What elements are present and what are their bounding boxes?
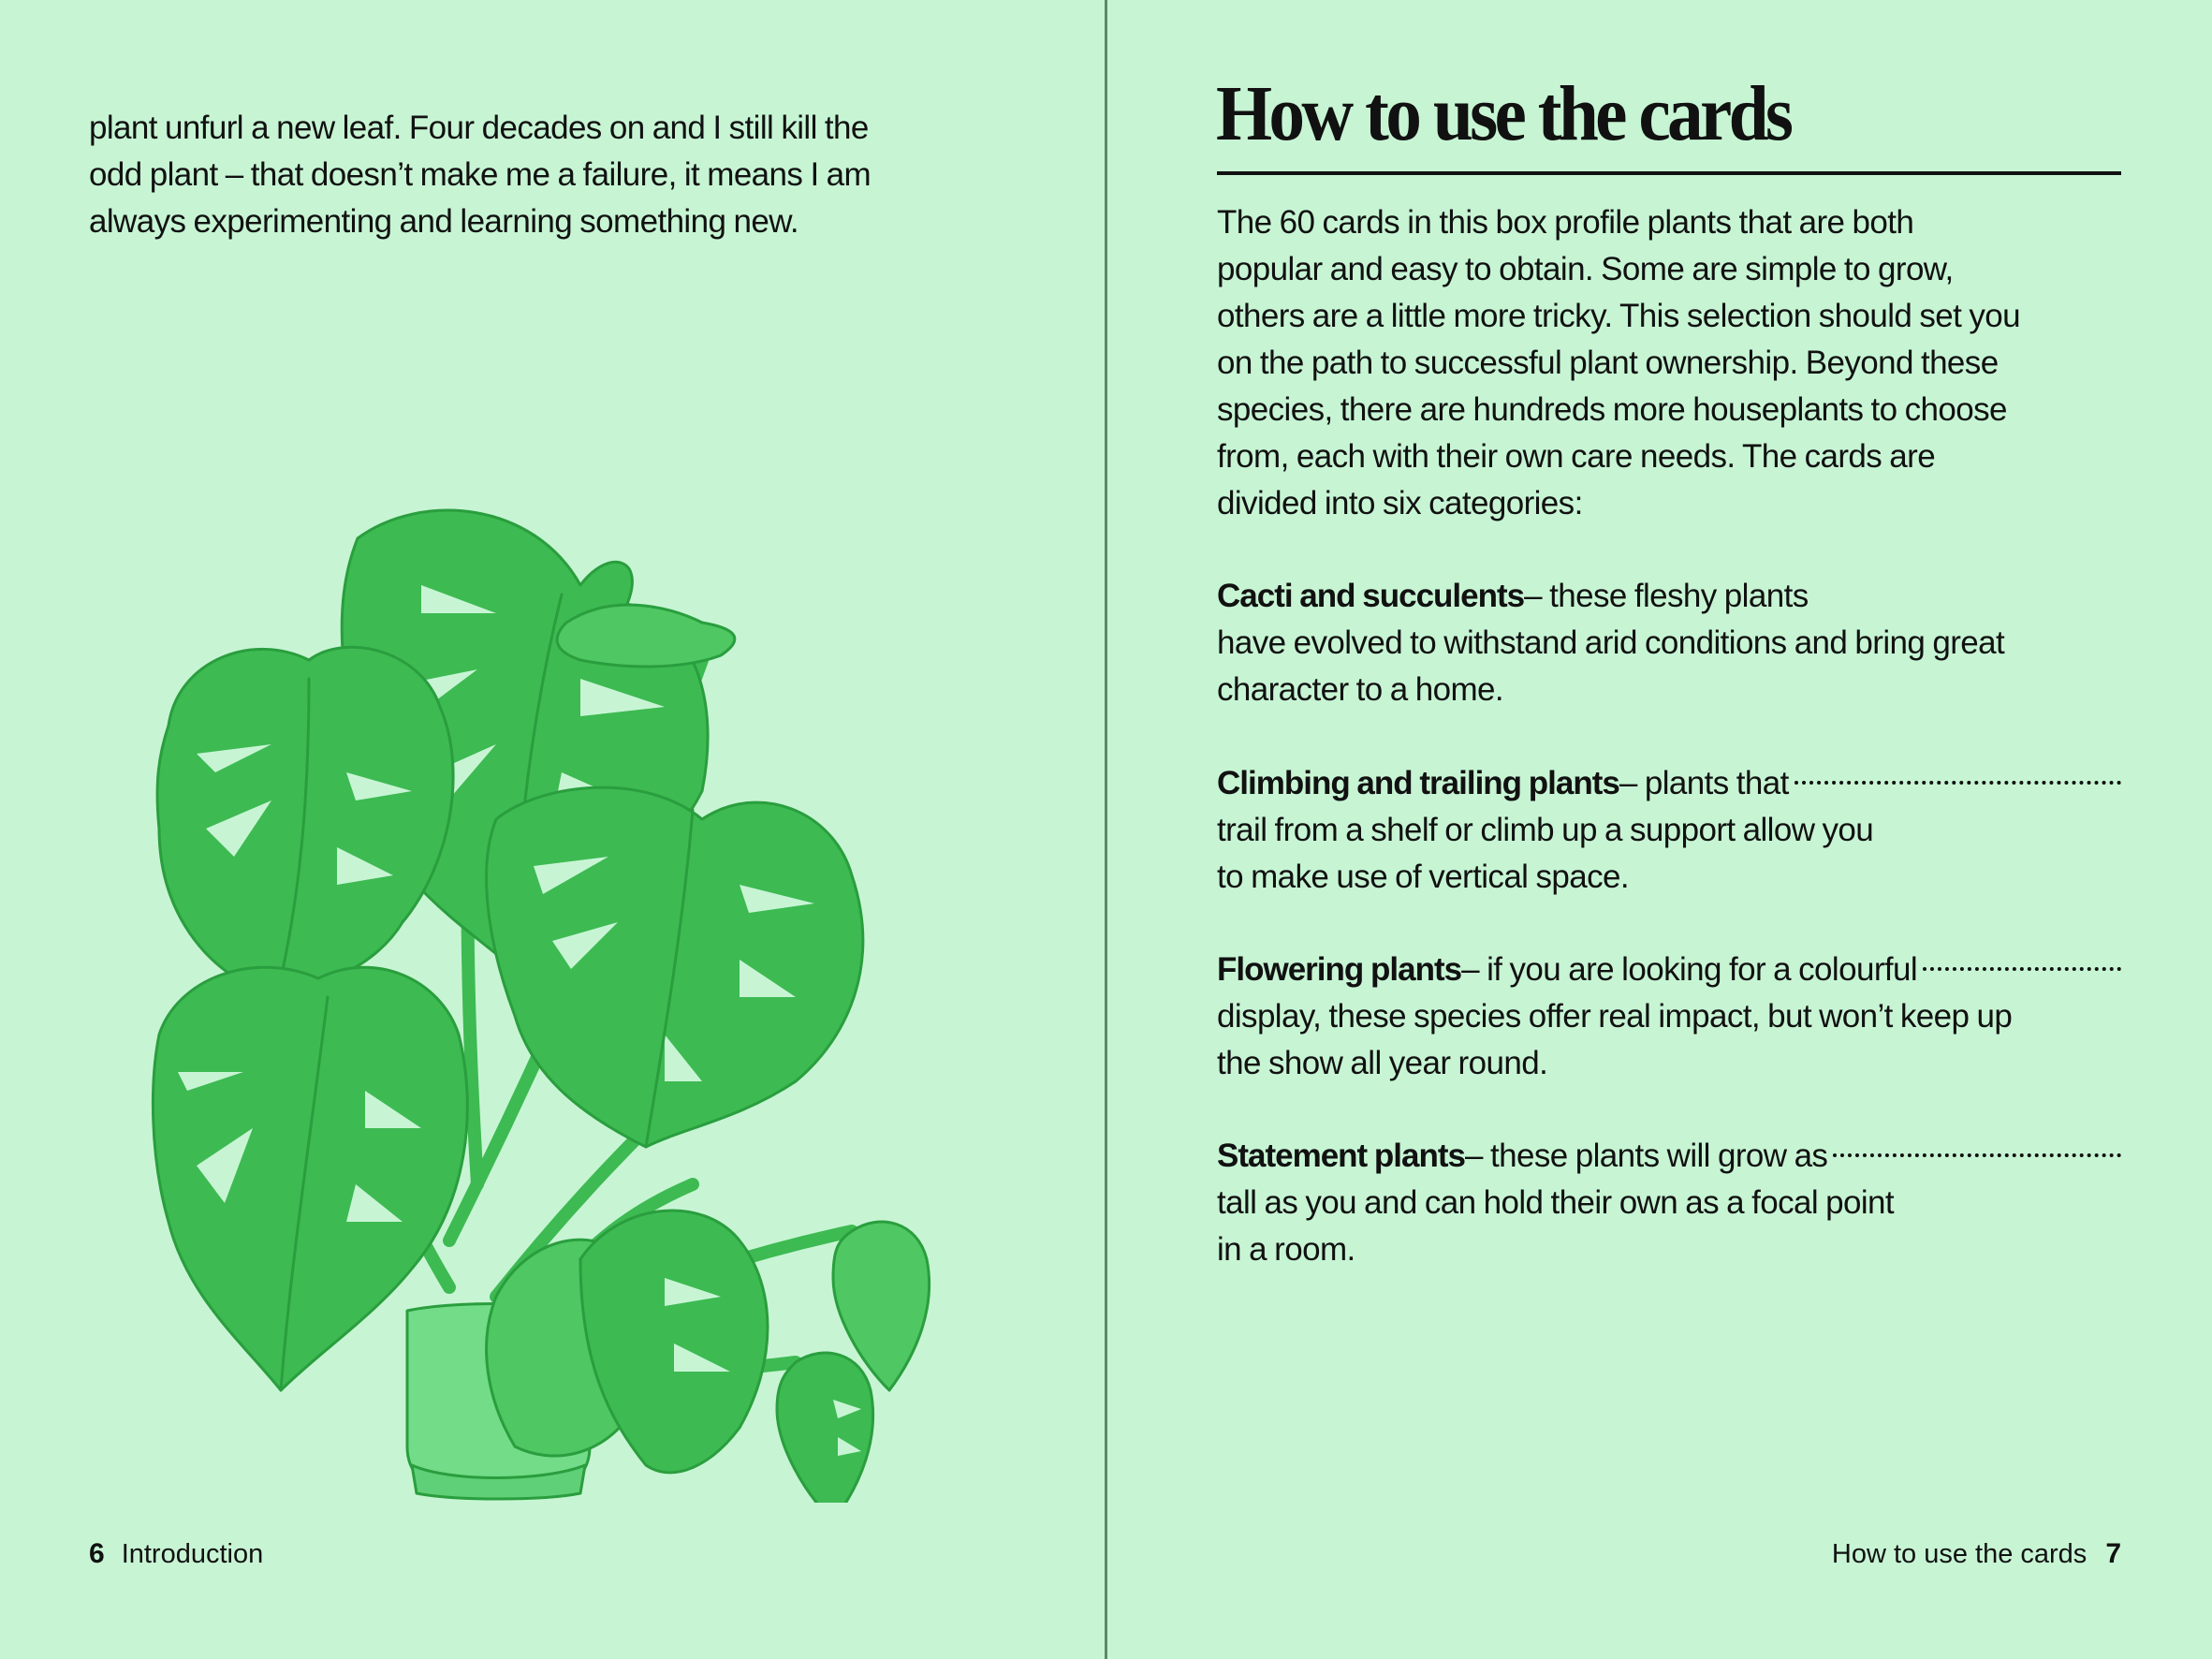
body-line: others are a little more tricky. This selection should set you <box>1217 298 2021 334</box>
monstera-plant-illustration <box>140 473 983 1503</box>
category-statement-plants <box>1217 1133 2121 1273</box>
page-footer-left <box>89 1535 263 1573</box>
category-text-line: display, these species offer real impact, but won’t keep up <box>1217 998 2013 1035</box>
category-first-line: – if you are looking for a colourful <box>1461 951 1918 988</box>
category-text-line: in a room. <box>1217 1231 1355 1268</box>
title-rule <box>1217 171 2121 175</box>
body-line: divided into six categories: <box>1217 485 1583 521</box>
category-name: Statement plants <box>1217 1138 1465 1174</box>
body-line: always experimenting and learning something new. <box>89 203 799 240</box>
body-line: The 60 cards in this box profile plants that are both <box>1217 204 1914 241</box>
category-first-line: – plants that <box>1619 765 1789 801</box>
right-page <box>1107 0 2212 1659</box>
body-line: odd plant – that doesn’t make me a failure, it means I am <box>89 156 872 193</box>
category-cacti-and-succulents <box>1217 573 2121 713</box>
intro-paragraph <box>1217 199 2134 527</box>
category-flowering-plants <box>1217 947 2121 1087</box>
page-number: 7 <box>2105 1538 2121 1569</box>
left-body-text <box>89 105 1044 245</box>
dotted-leader <box>1833 1153 2121 1157</box>
category-name: Flowering plants <box>1217 951 1462 988</box>
body-line: popular and easy to obtain. Some are simple to grow, <box>1217 251 1954 287</box>
body-line: on the path to successful plant ownership. Beyond these <box>1217 345 1999 381</box>
category-text-line: to make use of vertical space. <box>1217 859 1629 895</box>
dotted-leader <box>1923 967 2121 971</box>
page-number: 6 <box>89 1538 105 1569</box>
category-first-line: – these fleshy plants <box>1524 578 1809 614</box>
category-name: Climbing and trailing plants <box>1217 765 1619 801</box>
category-text-line: trail from a shelf or climb up a support allow you <box>1217 812 1874 848</box>
running-head: How to use the cards <box>1831 1539 2087 1569</box>
category-name: Cacti and succulents <box>1217 578 1525 614</box>
body-line: from, each with their own care needs. The cards are <box>1217 438 1936 475</box>
page-title: How to use the cards <box>1216 70 1791 157</box>
category-text-line: tall as you and can hold their own as a focal point <box>1217 1184 1895 1221</box>
category-text-line: have evolved to withstand arid conditions and bring great <box>1217 624 2005 661</box>
dotted-leader <box>1795 781 2121 785</box>
category-climbing-and-trailing-plants <box>1217 760 2121 901</box>
category-text-line: the show all year round. <box>1217 1045 1548 1081</box>
category-text-line: character to a home. <box>1217 671 1503 708</box>
page-footer-right <box>1832 1535 2121 1573</box>
running-head: Introduction <box>121 1539 264 1569</box>
category-first-line: – these plants will grow as <box>1465 1138 1828 1174</box>
body-line: plant unfurl a new leaf. Four decades on and I still kill the <box>89 110 869 146</box>
body-line: species, there are hundreds more houseplants to choose <box>1217 391 2007 428</box>
